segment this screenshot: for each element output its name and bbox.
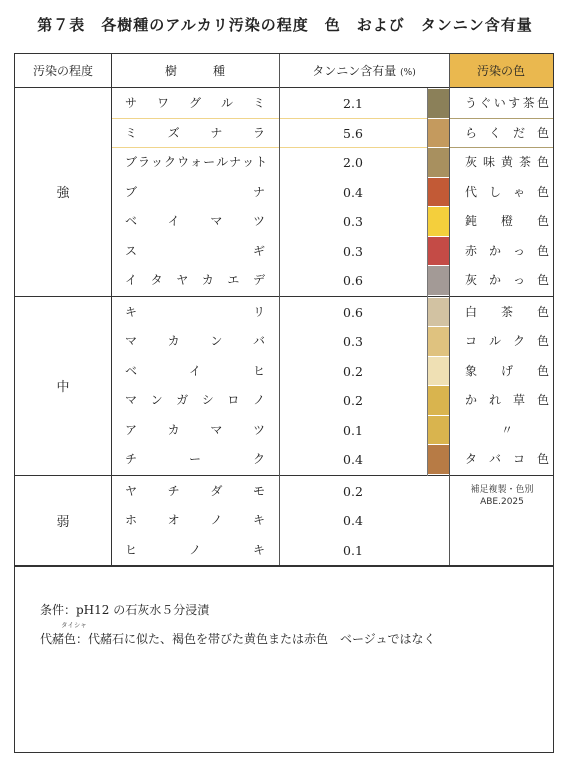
tree-name: ヤ チ ダ モ xyxy=(125,483,265,498)
swatch-divider xyxy=(427,88,428,476)
column-divider xyxy=(111,54,112,565)
color-swatch xyxy=(427,357,449,386)
color-swatch xyxy=(427,327,449,356)
table-bottom-line xyxy=(15,565,553,567)
tannin-value: 0.6 xyxy=(343,304,363,320)
tree-name: ブ ナ xyxy=(125,184,265,199)
color-swatch xyxy=(427,207,449,236)
degree-label: 強 xyxy=(56,186,70,202)
color-swatch xyxy=(427,237,449,266)
ruby-reading: タイシャ xyxy=(61,621,87,629)
tree-name: ベ イ ヒ xyxy=(125,363,265,378)
tannin-value: 0.1 xyxy=(343,542,363,558)
header-color: 汚染の色 xyxy=(449,54,553,88)
tree-name: キ リ xyxy=(125,304,265,319)
header-tannin-label: タンニン含有量 xyxy=(312,64,397,78)
tree-name: ベ イ マ ツ xyxy=(125,214,265,228)
credit-line: 補足複製・色別 xyxy=(470,484,534,495)
color-name: 〃 xyxy=(500,422,513,437)
tannin-value: 0.3 xyxy=(343,243,363,259)
color-name: か れ 草 色 xyxy=(465,393,549,407)
color-name: 灰 味 黄 茶 色 xyxy=(465,155,549,169)
tannin-value: 0.1 xyxy=(343,422,363,438)
color-name: う ぐ い す 茶 色 xyxy=(465,96,549,110)
color-swatch xyxy=(427,298,449,327)
tree-name: ヒ ノ キ xyxy=(125,542,265,557)
color-swatch xyxy=(427,386,449,415)
color-name: 象 げ 色 xyxy=(465,363,549,378)
color-swatch xyxy=(427,119,449,148)
definition-note: 代赭色：代赭石に似た、褐色を帯びた黄色または赤色 ベージュではなく xyxy=(40,632,436,646)
color-swatch xyxy=(427,178,449,207)
tree-name: ブ ラ ッ ク ウ ォ ー ル ナ ッ ト xyxy=(125,155,269,169)
tree-name: マ ン ガ シ ロ ノ xyxy=(125,393,265,407)
color-name: 赤 か っ 色 xyxy=(465,243,549,258)
color-swatch xyxy=(427,148,449,177)
color-swatch xyxy=(427,416,449,445)
tannin-value: 0.3 xyxy=(343,334,363,349)
color-name: コ ル ク 色 xyxy=(465,334,549,348)
color-name: 代 し ゃ 色 xyxy=(465,184,549,199)
tannin-value: 2.1 xyxy=(343,96,363,111)
color-name: ら く だ 色 xyxy=(465,125,549,140)
color-name: 灰 か っ 色 xyxy=(465,273,549,287)
credit-line: ABE.2025 xyxy=(480,496,524,507)
degree-label: 中 xyxy=(56,380,70,395)
color-name: 鈍 橙 色 xyxy=(465,214,549,228)
header-degree: 汚染の程度 xyxy=(15,54,111,88)
tannin-value: 0.2 xyxy=(343,393,363,408)
tannin-value: 0.4 xyxy=(343,513,363,528)
color-name: 白 茶 色 xyxy=(465,304,549,319)
color-name: タ バ コ 色 xyxy=(465,452,549,466)
degree-label: 弱 xyxy=(56,514,70,530)
column-divider xyxy=(279,54,280,565)
header-tannin xyxy=(279,54,449,88)
tannin-value: 0.2 xyxy=(343,363,363,379)
header-tree: 樹 種 xyxy=(111,54,279,88)
tree-name: ホ オ ノ キ xyxy=(125,513,265,527)
tree-name: ア カ マ ツ xyxy=(125,422,265,437)
color-swatch xyxy=(427,266,449,295)
header-tannin-unit: (%) xyxy=(400,68,416,78)
tannin-value: 0.4 xyxy=(343,184,363,200)
tannin-value: 5.6 xyxy=(343,125,363,141)
tree-name: イ タ ヤ カ エ デ xyxy=(125,273,265,287)
tree-name: マ カ ン バ xyxy=(125,334,265,348)
table-title: 第７表 各樹種のアルカリ汚染の程度 色 および タンニン含有量 xyxy=(37,16,533,34)
tannin-value: 0.4 xyxy=(343,452,363,467)
condition-note: 条件：pH12 の石灰水５分浸漬 xyxy=(40,603,210,617)
tannin-value: 0.3 xyxy=(343,214,363,229)
table-frame xyxy=(14,53,554,753)
color-swatch xyxy=(427,89,449,118)
color-swatch xyxy=(427,445,449,474)
tree-name: ミ ズ ナ ラ xyxy=(125,125,265,140)
tree-name: ス ギ xyxy=(125,243,265,258)
credit-note xyxy=(449,484,555,508)
tree-name: サ ワ グ ル ミ xyxy=(125,96,265,110)
tannin-value: 2.0 xyxy=(343,155,363,170)
tannin-value: 0.6 xyxy=(343,273,363,288)
tree-name: チ ー ク xyxy=(125,452,265,466)
tannin-value: 0.2 xyxy=(343,483,363,499)
